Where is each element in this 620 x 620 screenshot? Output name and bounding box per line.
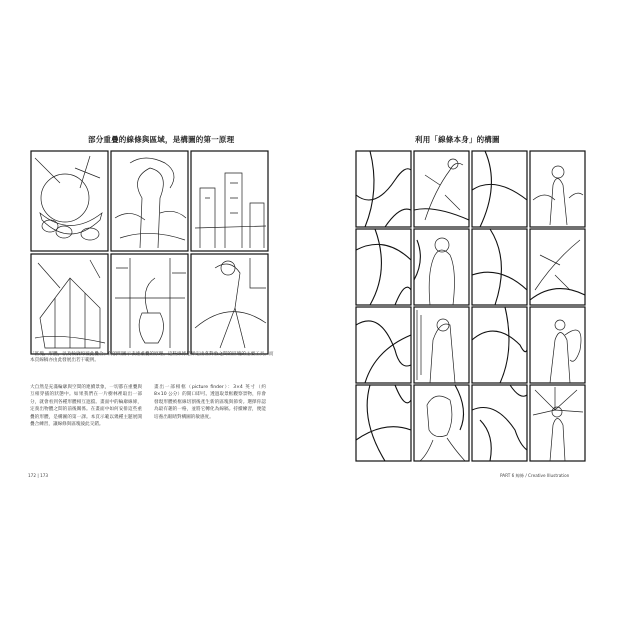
panel-curves-2 [356, 229, 411, 305]
page-number-left: 172 | 173 [28, 473, 49, 478]
left-thumbnail-grid [30, 148, 270, 358]
panel-woman-back [414, 229, 469, 305]
body-text-column-1: 大自然是充滿輪廓與空間的連續景象，一切都在重疊與互相穿插的狀態中。如果我們在一片樹林裡取出一部分，就會看到各種形體相互遮擋。畫面中的輪廓線條，定義出物體之間的前後關係。在畫面中如何安排這些重疊的形體，是構圖的第一課。本頁示範以幾種主題展開疊合練習，讓線條與區塊彼此交錯。 [30, 385, 142, 428]
panel-figure-leaping [414, 151, 469, 227]
thumbnail-farmhouse [31, 254, 108, 354]
panel-curves-1 [356, 151, 411, 227]
left-page-heading: 部分重疊的線條與區域，是構圖的第一原理 [88, 135, 235, 144]
panel-curves-6 [472, 229, 527, 305]
page-folio-right: PART 6 線條 / Creative Illustration [500, 473, 570, 478]
panel-curves-4 [356, 385, 411, 461]
panel-sunburst-figure [530, 385, 585, 461]
panel-curves-5 [472, 151, 527, 227]
body-text-column-2: 畫出一部相框（picture finder）：3×4 英寸（約 8×10 公分）的開口即可。透過取景框觀察景物，你會發現形體被框線切割後產生新的區塊與節奏。選擇你認為最有趣的一格，並將它轉化為線稿。持續練習，便能培養出眼睛對構圖的敏感度。 [154, 385, 266, 420]
grid-caption: 「區塊、形體，以及輪廓線彼此疊合」的說明圖示表達重疊的原理，這些線條是界定出各對象之間的區塊的主要工具，而本頁線稿亦由此發展出若干範例。 [30, 352, 274, 364]
thumbnail-tree-landscape [111, 151, 188, 251]
panel-swimmer-dive [530, 229, 585, 305]
thumbnail-fruit-bowl [31, 151, 108, 251]
panel-seated-figure [414, 307, 469, 383]
panel-figure-standing [530, 151, 585, 227]
thumbnail-interior-vase [111, 254, 188, 354]
thumbnail-figure-window [191, 254, 268, 354]
panel-curves-7 [472, 307, 527, 383]
panel-woman-portrait [414, 385, 469, 461]
panel-dancer-cape [530, 307, 585, 383]
panel-curves-8 [472, 385, 527, 461]
right-line-composition-grid [355, 150, 587, 462]
panel-curves-3 [356, 307, 411, 383]
right-page-heading: 利用「線條本身」的構圖 [415, 135, 500, 144]
thumbnail-city-towers [191, 151, 268, 251]
